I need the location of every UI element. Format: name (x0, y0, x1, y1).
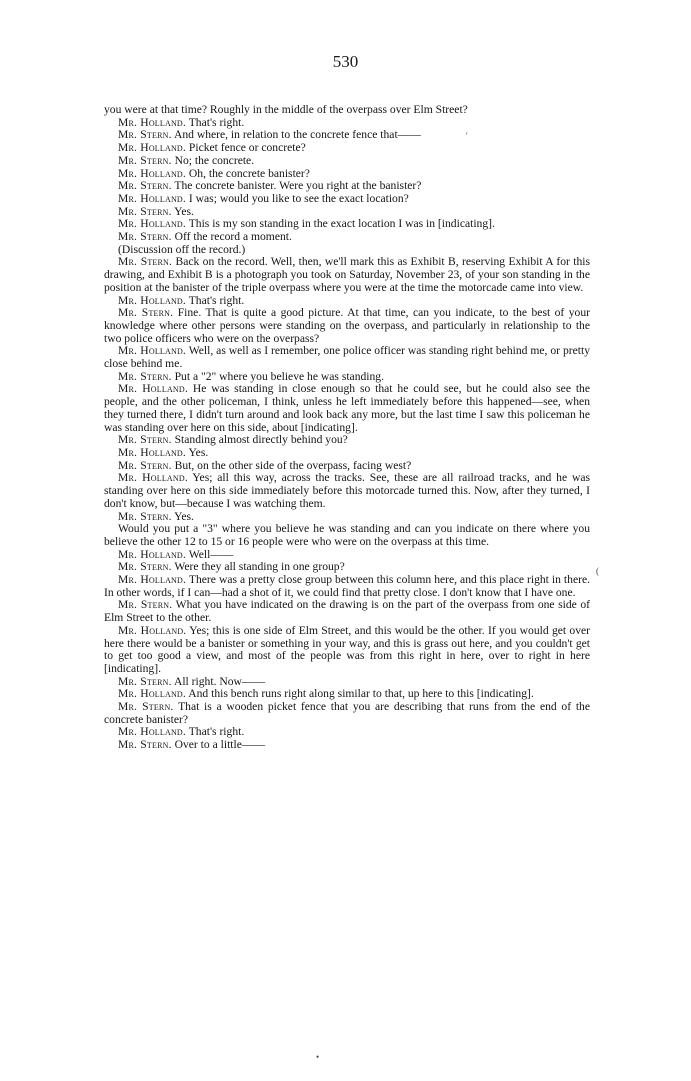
speaker-label: Mr. Holland. (118, 382, 188, 396)
speech-text: That's right. (188, 293, 245, 307)
transcript-paragraph (104, 599, 590, 624)
speech-text: Yes. (174, 509, 194, 523)
transcript-paragraph (104, 739, 590, 752)
speaker-label: Mr. Holland. (118, 471, 188, 485)
speech-text: That's right. (188, 725, 245, 739)
transcript-body (104, 104, 590, 752)
speech-text: Yes. (188, 445, 209, 459)
speaker-label: Mr. Holland. (118, 547, 186, 561)
speaker-label: Mr. Stern. (118, 458, 172, 472)
scan-speck: ( (596, 566, 599, 576)
speech-text: All right. Now—— (173, 674, 266, 688)
speaker-label: Mr. Holland. (118, 191, 186, 205)
speaker-label: Mr. Stern. (118, 738, 172, 752)
speaker-label: Mr. Stern. (118, 306, 174, 320)
transcript-paragraph (104, 383, 590, 434)
speaker-label: Mr. Holland. (118, 623, 187, 637)
speaker-label: Mr. Stern. (118, 153, 172, 167)
speaker-label: Mr. Stern. (118, 230, 172, 244)
speech-text: He was standing in close enough so that he could see, but he could also see the people, and the other policeman, I think, unless he left immediately before this happened—see, when they turned there, I didn't turn around and look back any more, but the last time I saw this policeman he was standing over here on this side, about [indicating]. (104, 382, 591, 434)
speaker-label: Mr. Stern. (118, 560, 172, 574)
speaker-label: Mr. Stern. (118, 433, 172, 447)
scan-speck: ' (466, 131, 468, 141)
speech-text: The concrete banister. Were you right at the banister? (174, 179, 422, 193)
speech-text: There was a pretty close group between this column here, and this place right in there. In other words, if I can—had a shot of it, we could find that pretty close. I don't know that I have one. (104, 573, 590, 599)
speaker-label: Mr. Holland. (118, 725, 186, 739)
transcript-paragraph (104, 345, 590, 370)
speech-text: And this bench runs right along similar to that, up here to this [indicating]. (188, 687, 534, 701)
speech-text: I was; would you like to see the exact location? (188, 191, 409, 205)
speech-text: Were they all standing in one group? (174, 560, 345, 574)
speech-text: (Discussion off the record.) (118, 242, 246, 256)
speaker-label: Mr. Holland. (118, 573, 187, 587)
speech-text: Well, as well as I remember, one police officer was standing right behind me, or pretty close behind me. (104, 344, 590, 371)
speech-text: Off the record a moment. (174, 230, 292, 244)
transcript-paragraph (104, 574, 590, 599)
speech-text: Would you put a "3" where you believe he was standing and can you indicate on there where you believe the other 12 to 15 or 16 people were who were on the overpass at this time. (104, 522, 590, 548)
speaker-label: Mr. Holland. (118, 687, 186, 701)
speech-text: And where, in relation to the concrete fence that—— (173, 128, 421, 142)
speaker-label: Mr. Stern. (118, 700, 174, 714)
speech-text: Over to a little—— (174, 738, 266, 752)
speech-text: Well—— (188, 547, 234, 561)
speaker-label: Mr. Holland. (118, 141, 186, 155)
speech-text: Yes. (174, 204, 194, 218)
speaker-label: Mr. Stern. (118, 179, 172, 193)
speech-text: This is my son standing in the exact location I was in [indicating]. (188, 217, 495, 231)
scan-speck: • (316, 1052, 320, 1062)
page-number: 530 (332, 52, 359, 71)
speech-text: Oh, the concrete banister? (188, 166, 310, 180)
speaker-label: Mr. Stern. (118, 509, 172, 523)
speech-text: Standing almost directly behind you? (174, 433, 348, 447)
speaker-label: Mr. Holland. (118, 445, 186, 459)
transcript-paragraph (104, 625, 590, 676)
speech-text: No; the concrete. (174, 153, 255, 167)
speech-text: Yes; this is one side of Elm Street, and this would be the other. If you would get over here there would be a banister or something in your way, and this is grass out here, and you couldn't get to get too good a view, and most of the people was from this right in here, over to right in here [indicating]. (104, 623, 591, 675)
speech-text: But, on the other side of the overpass, facing west? (174, 458, 412, 472)
speech-text: What you have indicated on the drawing is on the part of the overpass from one side of Elm Street to the other. (104, 598, 590, 625)
speech-text: Fine. That is quite a good picture. At that time, can you indicate, to the best of your knowledge where other persons were standing on the overpass, and particularly in relationship to the two police officers who were on the overpass? (104, 306, 590, 345)
speaker-label: Mr. Stern. (118, 128, 172, 142)
speech-text: Put a "2" where you believe he was standing. (174, 369, 385, 383)
transcript-paragraph (104, 472, 590, 510)
speaker-label: Mr. Holland. (118, 293, 186, 307)
speaker-label: Mr. Stern. (118, 674, 172, 688)
speaker-label: Mr. Holland. (118, 115, 186, 129)
speech-text: Yes; all this way, across the tracks. See, these are all railroad tracks, and he was standing over here on this side immediately before this motorcade turned this. Now, after they turned, I don't know, but—because I was watching them. (104, 471, 590, 510)
speaker-label: Mr. Stern. (118, 255, 173, 269)
speech-text: Back on the record. Well, then, we'll mark this as Exhibit B, reserving Exhibit A for this drawing, and Exhibit B is a photograph you took on Saturday, November 23, of your son standing in the position at the banister of the triple overpass where you were at the time the motorcade came into view. (104, 255, 590, 294)
speaker-label: Mr. Holland. (118, 344, 187, 358)
speaker-label: Mr. Holland. (118, 217, 186, 231)
speech-text: Picket fence or concrete? (188, 141, 306, 155)
speech-text: That's right. (188, 115, 245, 129)
transcript-paragraph (104, 307, 590, 345)
transcript-paragraph (104, 701, 590, 726)
transcript-paragraph (104, 523, 590, 548)
speaker-label: Mr. Stern. (118, 369, 172, 383)
speaker-label: Mr. Stern. (118, 598, 173, 612)
speech-text: That is a wooden picket fence that you are describing that runs from the end of the concrete banister? (104, 700, 590, 726)
speaker-label: Mr. Stern. (118, 204, 172, 218)
transcript-paragraph (104, 256, 590, 294)
speaker-label: Mr. Holland. (118, 166, 186, 180)
speech-text: you were at that time? Roughly in the middle of the overpass over Elm Street? (104, 103, 468, 116)
